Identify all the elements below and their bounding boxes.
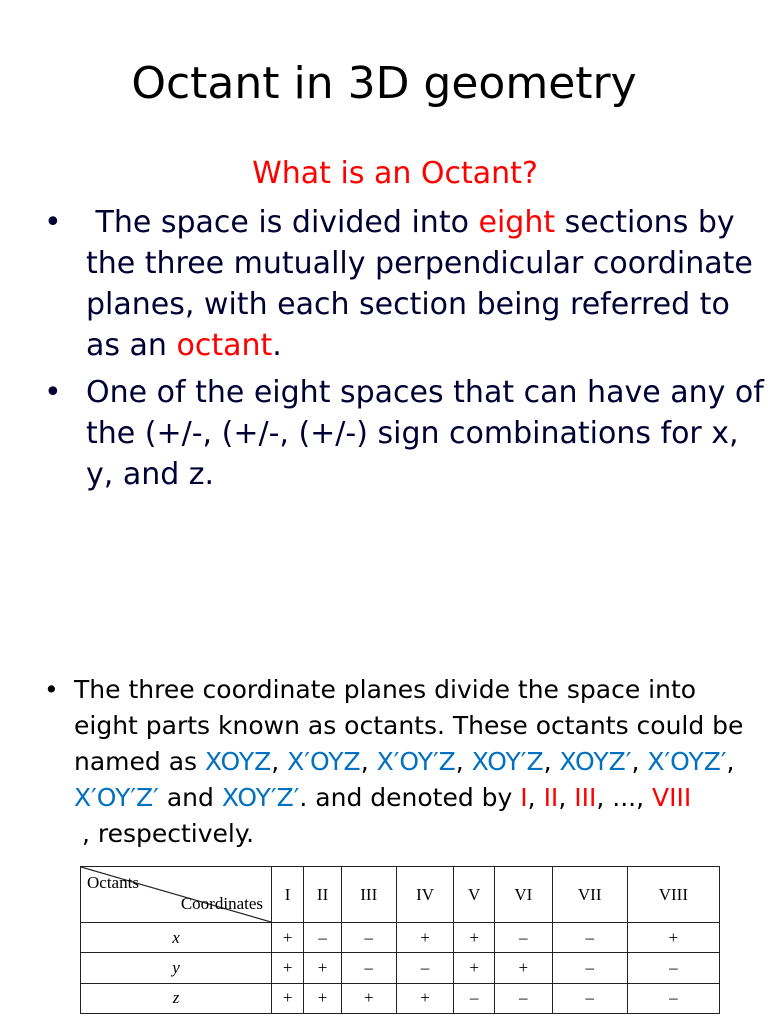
table-header-row (81, 867, 720, 923)
row-label: x (81, 923, 272, 953)
sign-cell: – (454, 983, 494, 1013)
page-title: Octant in 3D geometry (131, 58, 637, 109)
corner-label-octants: Octants (87, 873, 139, 892)
octant-sign-table (80, 866, 720, 1014)
highlight-octant: octant (176, 328, 273, 363)
sign-cell: – (341, 923, 396, 953)
sign-cell: – (341, 953, 396, 983)
bullet-sign-combinations (44, 372, 764, 495)
octant-name: XOYZ′ (559, 747, 632, 776)
octant-name: XOYZ (205, 747, 272, 776)
bullet-definition (44, 202, 764, 366)
row-label: z (81, 983, 272, 1013)
octant-naming-bullet-list (44, 672, 764, 852)
intro-bullet-list (44, 202, 764, 501)
bullet-text: . (272, 328, 282, 363)
octant-numeral: VIII (652, 783, 692, 812)
octant-name: XOY′Z′ (221, 783, 300, 812)
octant-numeral: I (520, 783, 528, 812)
column-header: V (454, 867, 494, 923)
column-header: IV (396, 867, 454, 923)
octant-name: XOY′Z (471, 747, 544, 776)
column-header: VII (552, 867, 627, 923)
table-row (81, 983, 720, 1013)
column-header: VIII (627, 867, 719, 923)
table-row (81, 923, 720, 953)
octant-numeral: III (574, 783, 597, 812)
sign-cell: + (494, 953, 552, 983)
sign-cell: + (272, 953, 304, 983)
sign-cell: – (552, 923, 627, 953)
bullet-text: The three coordinate planes divide the space into eight parts known as octants. These octants could be named as (74, 675, 744, 776)
octant-name: X′OYZ (287, 747, 361, 776)
bullet-marker: • (44, 205, 62, 240)
sign-cell: + (627, 923, 719, 953)
sign-cell: + (341, 983, 396, 1013)
sign-cell: – (494, 983, 552, 1013)
bullet-text: The space is divided into (86, 205, 479, 240)
bullet-octant-names: • The three coordinate planes divide the space into eight parts known as octants. These octants could be named as XOYZ, X′OYZ, X′OY′Z, XOY′Z, XOYZ′, X′OYZ′, X′OY′Z′ and XOY′Z′. and denoted by I, II, III, ..., VIII , respectively. (44, 672, 764, 852)
sign-cell: – (396, 953, 454, 983)
column-header: II (304, 867, 342, 923)
table-corner-cell (81, 867, 272, 923)
row-label: y (81, 953, 272, 983)
sign-cell: + (454, 923, 494, 953)
octant-name: X′OY′Z (376, 747, 456, 776)
table-row (81, 953, 720, 983)
bullet-marker: • (44, 375, 62, 410)
sign-cell: + (304, 953, 342, 983)
bullet-text: . and denoted by (299, 783, 521, 812)
ellipsis: ... (612, 783, 637, 812)
bullet-text: sections by the three mutually perpendicular coordinate planes, with each section being referred to as an (86, 205, 753, 363)
sign-cell: + (272, 983, 304, 1013)
octant-name: X′OYZ′ (647, 747, 727, 776)
bullet-text: One of the eight spaces that can have any of the (+/-, (+/-, (+/-) sign combinations for x, y, and z. (86, 375, 764, 492)
column-header: VI (494, 867, 552, 923)
sign-cell: + (396, 983, 454, 1013)
bullet-marker: • (44, 675, 59, 704)
corner-label-coordinates: Coordinates (180, 894, 263, 913)
bullet-text: and (158, 783, 222, 812)
octant-name: X′OY′Z′ (74, 783, 159, 812)
sign-cell: + (396, 923, 454, 953)
sign-cell: – (552, 953, 627, 983)
column-header: III (341, 867, 396, 923)
sign-cell: – (552, 983, 627, 1013)
highlight-eight: eight (478, 205, 556, 240)
sign-cell: + (272, 923, 304, 953)
sign-cell: – (627, 953, 719, 983)
column-header: I (272, 867, 304, 923)
sign-cell: + (304, 983, 342, 1013)
sign-cell: – (304, 923, 342, 953)
section-subtitle: What is an Octant? (252, 156, 538, 191)
sign-cell: – (627, 983, 719, 1013)
sign-cell: – (494, 923, 552, 953)
octant-numeral: II (543, 783, 559, 812)
bullet-text: , respectively. (74, 819, 255, 848)
sign-cell: + (454, 953, 494, 983)
